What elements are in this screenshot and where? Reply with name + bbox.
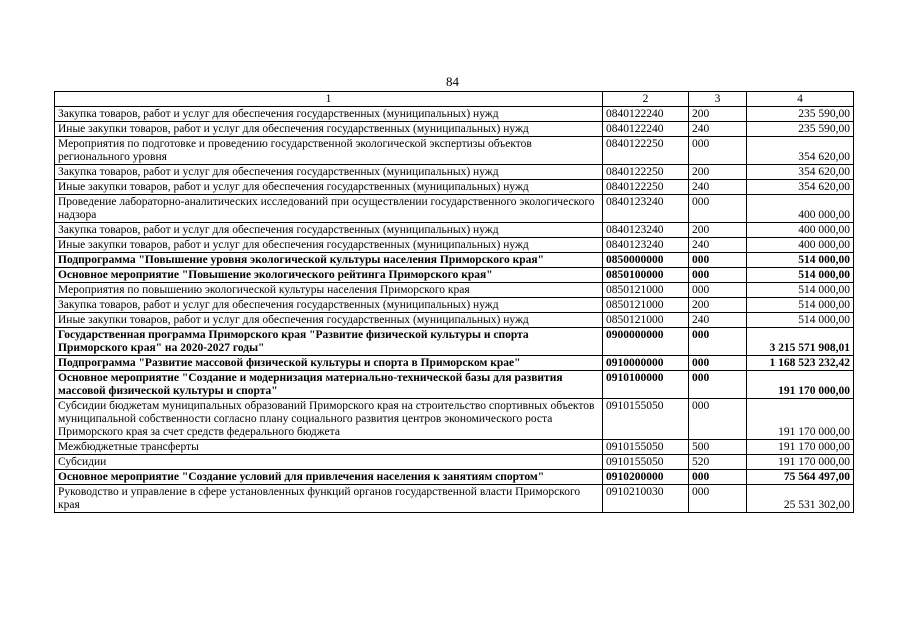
row-type-cell: 000 bbox=[689, 356, 747, 371]
row-code-cell: 0850121000 bbox=[603, 298, 689, 313]
row-type-cell: 000 bbox=[689, 268, 747, 283]
row-code-cell: 0850000000 bbox=[603, 253, 689, 268]
row-name-cell: Иные закупки товаров, работ и услуг для обеспечения государственных (муниципальных) нужд bbox=[55, 122, 603, 137]
table-row bbox=[55, 485, 854, 513]
row-amount-cell: 191 170 000,00 bbox=[747, 440, 854, 455]
row-name-cell: Субсидии бюджетам муниципальных образований Приморского края на строительство спортивных объектов муниципальной собственности согласно плану социального развития центров экономического роста Приморского края за счет средств федерального бюджета bbox=[55, 399, 603, 440]
row-amount-cell: 400 000,00 bbox=[747, 195, 854, 223]
row-code-cell: 0900000000 bbox=[603, 328, 689, 356]
row-name-cell: Государственная программа Приморского края "Развитие физической культуры и спорта Приморского края" на 2020-2027 годы" bbox=[55, 328, 603, 356]
row-code-cell: 0840123240 bbox=[603, 195, 689, 223]
row-code-cell: 0840122250 bbox=[603, 137, 689, 165]
page-number: 84 bbox=[446, 74, 459, 89]
row-code-cell: 0840123240 bbox=[603, 238, 689, 253]
table-header-row bbox=[55, 92, 854, 107]
table-row bbox=[55, 238, 854, 253]
row-name-cell: Проведение лабораторно-аналитических исследований при осуществлении государственного экологического надзора bbox=[55, 195, 603, 223]
row-code-cell: 0840122240 bbox=[603, 107, 689, 122]
row-amount-cell: 75 564 497,00 bbox=[747, 470, 854, 485]
row-name-cell: Основное мероприятие "Создание условий для привлечения населения к занятиям спортом" bbox=[55, 470, 603, 485]
row-amount-cell: 514 000,00 bbox=[747, 253, 854, 268]
row-name-cell: Иные закупки товаров, работ и услуг для обеспечения государственных (муниципальных) нужд bbox=[55, 180, 603, 195]
row-amount-cell: 191 170 000,00 bbox=[747, 399, 854, 440]
row-amount-cell: 514 000,00 bbox=[747, 313, 854, 328]
row-type-cell: 000 bbox=[689, 253, 747, 268]
row-name-cell: Иные закупки товаров, работ и услуг для обеспечения государственных (муниципальных) нужд bbox=[55, 313, 603, 328]
row-name-cell: Подпрограмма "Развитие массовой физической культуры и спорта в Приморском крае" bbox=[55, 356, 603, 371]
row-name-cell: Закупка товаров, работ и услуг для обеспечения государственных (муниципальных) нужд bbox=[55, 107, 603, 122]
row-code-cell: 0910155050 bbox=[603, 440, 689, 455]
table-row bbox=[55, 283, 854, 298]
table-row bbox=[55, 328, 854, 356]
row-type-cell: 240 bbox=[689, 238, 747, 253]
row-code-cell: 0910200000 bbox=[603, 470, 689, 485]
row-type-cell: 520 bbox=[689, 455, 747, 470]
table-row bbox=[55, 356, 854, 371]
row-type-cell: 500 bbox=[689, 440, 747, 455]
row-name-cell: Основное мероприятие "Повышение экологического рейтинга Приморского края" bbox=[55, 268, 603, 283]
table-row bbox=[55, 195, 854, 223]
row-type-cell: 200 bbox=[689, 107, 747, 122]
row-type-cell: 000 bbox=[689, 283, 747, 298]
row-code-cell: 0910210030 bbox=[603, 485, 689, 513]
row-amount-cell: 354 620,00 bbox=[747, 165, 854, 180]
row-type-cell: 000 bbox=[689, 195, 747, 223]
row-code-cell: 0910155050 bbox=[603, 455, 689, 470]
header-col-3: 3 bbox=[689, 92, 747, 107]
row-type-cell: 000 bbox=[689, 399, 747, 440]
row-type-cell: 000 bbox=[689, 137, 747, 165]
row-name-cell: Основное мероприятие "Создание и модернизация материально-технической базы для развития массовой физической культуры и спорта" bbox=[55, 371, 603, 399]
row-type-cell: 000 bbox=[689, 328, 747, 356]
row-amount-cell: 400 000,00 bbox=[747, 238, 854, 253]
table-row bbox=[55, 440, 854, 455]
row-amount-cell: 235 590,00 bbox=[747, 122, 854, 137]
row-name-cell: Субсидии bbox=[55, 455, 603, 470]
table-row bbox=[55, 268, 854, 283]
table-row bbox=[55, 371, 854, 399]
row-name-cell: Мероприятия по повышению экологической культуры населения Приморского края bbox=[55, 283, 603, 298]
row-type-cell: 240 bbox=[689, 122, 747, 137]
table-row bbox=[55, 298, 854, 313]
row-code-cell: 0910155050 bbox=[603, 399, 689, 440]
row-type-cell: 000 bbox=[689, 485, 747, 513]
row-name-cell: Подпрограмма "Повышение уровня экологической культуры населения Приморского края" bbox=[55, 253, 603, 268]
row-amount-cell: 354 620,00 bbox=[747, 137, 854, 165]
table-row bbox=[55, 122, 854, 137]
row-code-cell: 0840122250 bbox=[603, 165, 689, 180]
row-type-cell: 000 bbox=[689, 470, 747, 485]
row-amount-cell: 235 590,00 bbox=[747, 107, 854, 122]
row-code-cell: 0840123240 bbox=[603, 223, 689, 238]
row-type-cell: 200 bbox=[689, 298, 747, 313]
table-row bbox=[55, 107, 854, 122]
header-col-4: 4 bbox=[747, 92, 854, 107]
row-type-cell: 000 bbox=[689, 371, 747, 399]
table-row bbox=[55, 455, 854, 470]
row-name-cell: Закупка товаров, работ и услуг для обеспечения государственных (муниципальных) нужд bbox=[55, 298, 603, 313]
row-amount-cell: 25 531 302,00 bbox=[747, 485, 854, 513]
table-row bbox=[55, 165, 854, 180]
row-amount-cell: 514 000,00 bbox=[747, 268, 854, 283]
header-col-2: 2 bbox=[603, 92, 689, 107]
row-code-cell: 0840122250 bbox=[603, 180, 689, 195]
row-type-cell: 200 bbox=[689, 223, 747, 238]
row-code-cell: 0850121000 bbox=[603, 313, 689, 328]
table-row bbox=[55, 253, 854, 268]
header-col-1: 1 bbox=[55, 92, 603, 107]
row-amount-cell: 3 215 571 908,01 bbox=[747, 328, 854, 356]
row-name-cell: Межбюджетные трансферты bbox=[55, 440, 603, 455]
row-amount-cell: 400 000,00 bbox=[747, 223, 854, 238]
table-row bbox=[55, 180, 854, 195]
table-row bbox=[55, 470, 854, 485]
row-amount-cell: 514 000,00 bbox=[747, 283, 854, 298]
budget-table bbox=[54, 91, 854, 513]
row-type-cell: 240 bbox=[689, 313, 747, 328]
row-name-cell: Закупка товаров, работ и услуг для обеспечения государственных (муниципальных) нужд bbox=[55, 165, 603, 180]
row-code-cell: 0850100000 bbox=[603, 268, 689, 283]
row-code-cell: 0910000000 bbox=[603, 356, 689, 371]
table-row bbox=[55, 399, 854, 440]
row-amount-cell: 354 620,00 bbox=[747, 180, 854, 195]
table-row bbox=[55, 313, 854, 328]
row-code-cell: 0850121000 bbox=[603, 283, 689, 298]
row-amount-cell: 1 168 523 232,42 bbox=[747, 356, 854, 371]
row-amount-cell: 191 170 000,00 bbox=[747, 371, 854, 399]
row-code-cell: 0910100000 bbox=[603, 371, 689, 399]
row-type-cell: 200 bbox=[689, 165, 747, 180]
table-row bbox=[55, 223, 854, 238]
row-name-cell: Закупка товаров, работ и услуг для обеспечения государственных (муниципальных) нужд bbox=[55, 223, 603, 238]
budget-table-body bbox=[55, 92, 854, 513]
row-code-cell: 0840122240 bbox=[603, 122, 689, 137]
row-name-cell: Мероприятия по подготовке и проведению государственной экологической экспертизы объектов регионального уровня bbox=[55, 137, 603, 165]
row-amount-cell: 514 000,00 bbox=[747, 298, 854, 313]
row-name-cell: Иные закупки товаров, работ и услуг для обеспечения государственных (муниципальных) нужд bbox=[55, 238, 603, 253]
table-row bbox=[55, 137, 854, 165]
row-name-cell: Руководство и управление в сфере установленных функций органов государственной власти Приморского края bbox=[55, 485, 603, 513]
row-type-cell: 240 bbox=[689, 180, 747, 195]
row-amount-cell: 191 170 000,00 bbox=[747, 455, 854, 470]
